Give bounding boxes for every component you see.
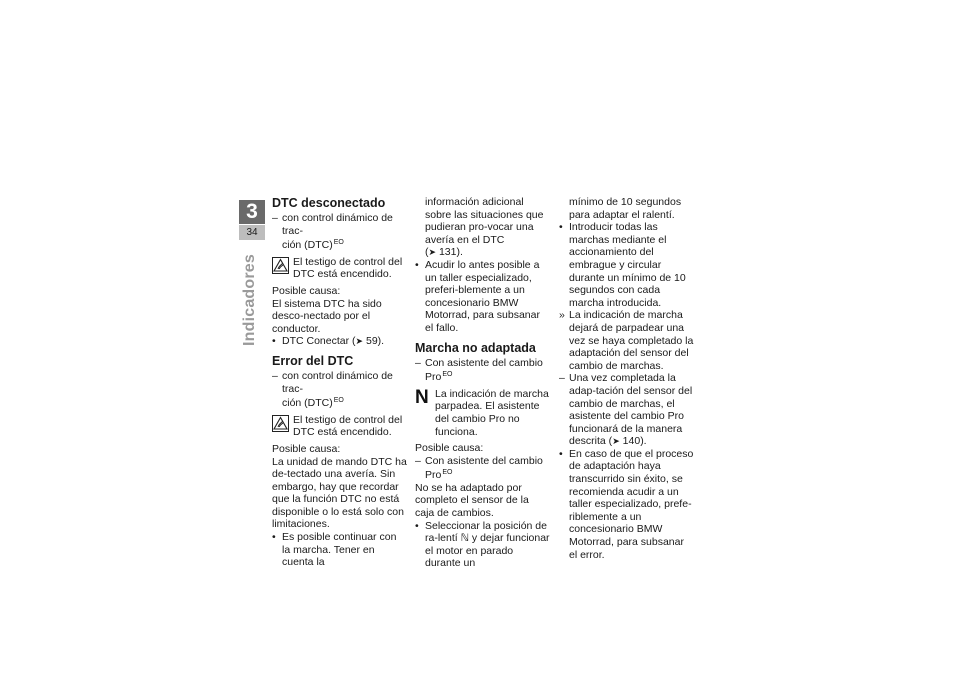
bullet-mark: •	[559, 221, 563, 234]
equipment-text: Con asistente del cambio	[425, 454, 543, 467]
bullet-text: Introducir todas las marchas mediante el accionamiento del embrague y circular durante un mínimo de 10 segundos con cada marcha introducida.	[569, 221, 686, 309]
eo-mark: EO	[442, 371, 453, 379]
bullet-item	[272, 335, 407, 348]
chapter-title: Indicadores	[241, 253, 258, 347]
equipment-item	[272, 212, 407, 252]
heading-dtc-desconectado: DTC desconectado	[272, 196, 386, 210]
page-ref[interactable]: 131	[438, 246, 457, 259]
cause-text: El sistema DTC ha sido desco-nectado por el conductor.	[272, 297, 382, 335]
cause-text: No se ha adaptado por completo el sensor de la caja de cambios.	[415, 481, 529, 520]
note-text: El testigo de control del DTC está encendido.	[293, 413, 403, 439]
bullet-mark: •	[415, 258, 419, 271]
bullet-text-end: ).	[377, 335, 385, 348]
equipment-text: con control dinámico de trac-	[282, 369, 393, 395]
bullet-mark: •	[272, 531, 276, 544]
result-text: La indicación de marcha dejará de parpadear una vez se haya completado la adaptación del sensor del cambio de marchas.	[569, 309, 694, 372]
equipment-item	[415, 357, 550, 384]
bullet-text: Es posible continuar con la marcha. Tener en cuenta la	[282, 531, 397, 569]
arrow-ref-icon: ➤	[355, 336, 364, 347]
equipment-text: con control dinámico de trac-	[282, 212, 393, 237]
warning-note	[272, 256, 407, 281]
continued-text: mínimo de 10 segundos para adaptar el ralentí.	[569, 196, 682, 221]
bullet-mark: •	[559, 447, 563, 460]
bullet-item	[559, 221, 694, 309]
eo-mark: EO	[442, 469, 453, 477]
equipment-item	[559, 372, 694, 448]
neutral-gear-icon: N	[415, 386, 429, 408]
bullet-mark: •	[415, 519, 419, 532]
arrow-ref-icon: ➤	[612, 436, 620, 447]
gear-indicator-note	[415, 388, 550, 438]
chapter-number: 3	[239, 200, 265, 224]
warning-note	[272, 414, 407, 439]
bullet-item	[415, 520, 550, 570]
equipment-text-cont: Pro	[425, 469, 442, 482]
bullet-text: Acudir lo antes posible a un taller especializado, preferi-blemente a un concesionario BMW Motorrad, para subsanar el fallo.	[425, 258, 540, 334]
equipment-text-cont: ción (DTC)	[282, 239, 333, 252]
eo-mark: EO	[333, 239, 344, 247]
result-mark: »	[559, 309, 565, 322]
continued-text: información adicional sobre las situaciones que pudieran pro-vocar una avería en el DTC (➤ 131).	[425, 196, 544, 259]
eo-mark: EO	[333, 397, 344, 405]
cause-label: Posible causa:	[415, 442, 484, 455]
continued-text-body: información adicional sobre las situaciones que pudieran pro-vocar una avería en el DTC	[425, 196, 544, 246]
heading-error-dtc: Error del DTC	[272, 353, 354, 368]
equipment-text-cont: Pro	[425, 371, 442, 384]
equipment-text-end: ).	[640, 435, 647, 448]
arrow-ref-icon: ➤	[428, 247, 437, 258]
page-ref[interactable]: 140	[622, 435, 641, 448]
dash-mark: –	[415, 356, 421, 369]
dash-mark: –	[272, 212, 278, 224]
bullet-item	[415, 259, 550, 335]
cause-label: Posible causa:	[272, 284, 341, 297]
column-1	[272, 196, 407, 569]
note-text: La indicación de marcha parpadea. El asistente del cambio Pro no funciona.	[435, 387, 549, 438]
cause-text: La unidad de mando DTC ha de-tectado una avería. Sin embargo, hay que recordar que la función DTC no está disponible o lo está solo con limitaciones.	[272, 455, 407, 531]
heading-marcha-no-adaptada: Marcha no adaptada	[415, 340, 536, 355]
note-text: El testigo de control del DTC está encendido.	[293, 255, 403, 281]
bullet-text: Seleccionar la posición de ra-lentí ℕ y dejar funcionar el motor en parado durante un	[425, 519, 550, 570]
dash-mark: –	[272, 369, 278, 382]
result-item	[559, 309, 694, 372]
equipment-item	[272, 370, 407, 410]
equipment-item	[415, 455, 550, 482]
page-ref[interactable]: 59	[365, 335, 378, 348]
equipment-text: Con asistente del cambio	[425, 356, 543, 369]
dtc-warning-icon	[272, 257, 289, 274]
column-2	[415, 196, 550, 570]
column-3	[559, 196, 694, 561]
dash-mark: –	[559, 372, 565, 385]
continued-text-end: ).	[456, 246, 463, 259]
equipment-text-cont: ción (DTC)	[282, 397, 333, 410]
dash-mark: –	[415, 454, 421, 467]
bullet-mark: •	[272, 335, 276, 348]
page-number: 34	[239, 225, 265, 240]
equipment-text: Una vez completada la adap-tación del sensor del cambio de marchas, el asistente del cambio Pro funcionará de la manera descrita (	[569, 372, 693, 448]
bullet-item	[272, 531, 407, 569]
cause-label: Posible causa:	[272, 442, 341, 455]
bullet-item	[559, 448, 694, 561]
dtc-warning-icon	[272, 415, 289, 432]
bullet-text: En caso de que el proceso de adaptación haya transcurrido sin éxito, se recomienda acudir a un taller especializado, prefe-riblemente a un concesionario BMW Motorrad, para subsanar el error.	[569, 447, 694, 561]
bullet-text: DTC Conectar (	[282, 335, 356, 348]
